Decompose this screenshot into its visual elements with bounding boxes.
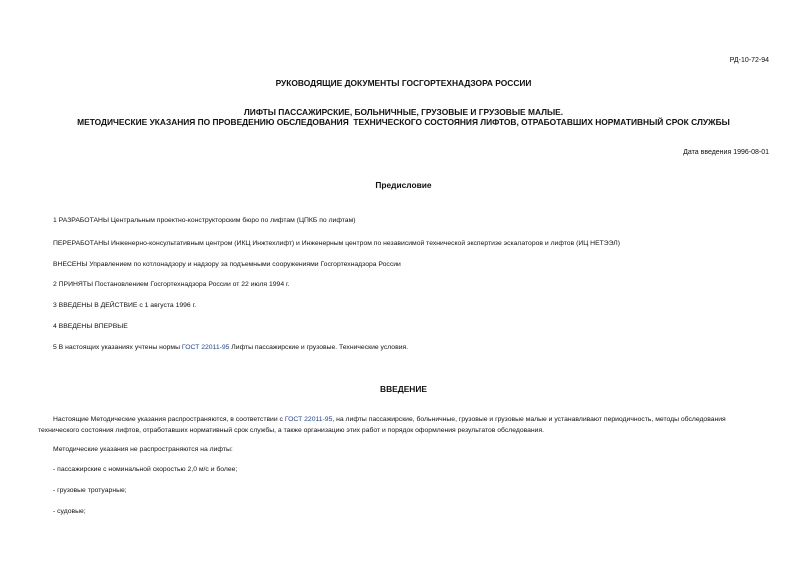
preface-paragraph-2: ПЕРЕРАБОТАНЫ Инженерно-консультативным центром (ИКЦ Инжтехлифт) и Инженерным центром по независимой технической экспертизе эскалаторов и лифтов (ИЦ НЕТЭЭЛ) (53, 240, 621, 247)
preface-paragraph-5: 3 ВВЕДЕНЫ В ДЕЙСТВИЕ с 1 августа 1996 г. (53, 302, 197, 309)
preface-p7-text-before: 5 В настоящих указаниях учтены нормы (53, 344, 182, 351)
title-line-1: ЛИФТЫ ПАССАЖИРСКИЕ, БОЛЬНИЧНЫЕ, ГРУЗОВЫЕ И ГРУЗОВЫЕ МАЛЫЕ. (243, 107, 564, 117)
intro-paragraph-1 (38, 415, 768, 436)
effective-date: Дата введения 1996-08-01 (683, 149, 769, 156)
document-title (0, 107, 807, 127)
preface-paragraph-6: 4 ВВЕДЕНЫ ВПЕРВЫЕ (53, 323, 128, 330)
list-item: - пассажирские с номинальной скоростью 2,0 м/с и более; (53, 466, 238, 473)
preface-paragraph-1: 1 РАЗРАБОТАНЫ Центральным проектно-конструкторским бюро по лифтам (ЦПКБ по лифтам) (53, 217, 356, 224)
preface-paragraph-7 (53, 344, 408, 351)
gost-link[interactable]: ГОСТ 22011-95 (181, 344, 230, 351)
document-code: РД-10-72-94 (729, 57, 769, 64)
preface-heading: Предисловие (375, 180, 432, 190)
gost-link-intro[interactable]: ГОСТ 22011-95 (284, 416, 333, 423)
preface-paragraph-4: 2 ПРИНЯТЫ Постановлением Госгортехнадзора России от 22 июля 1994 г. (53, 281, 290, 288)
preface-p7-text-after: Лифты пассажирские и грузовые. Технические условия. (229, 344, 409, 351)
list-item: - судовые; (53, 508, 86, 515)
organization-title: РУКОВОДЯЩИЕ ДОКУМЕНТЫ ГОСГОРТЕХНАДЗОРА РОССИИ (275, 78, 532, 88)
title-line-2: МЕТОДИЧЕСКИЕ УКАЗАНИЯ ПО ПРОВЕДЕНИЮ ОБСЛЕДОВАНИЯ ТЕХНИЧЕСКОГО СОСТОЯНИЯ ЛИФТОВ, ОТРАБОТАВШИХ НОРМАТИВНЫЙ СРОК СЛУЖБЫ (77, 117, 730, 127)
intro-p1-text-before: Настоящие Методические указания распространяются, в соответствии с (53, 416, 285, 423)
intro-p1-text-after: , на лифты пассажирские, больничные, грузовые и грузовые малые и устанавливают периодичность, методы обследования технического состояния лифтов, отработавших нормативный срок службы, а также организацию этих работ и порядок оформления результатов обследования. (38, 416, 726, 434)
preface-paragraph-3: ВНЕСЕНЫ Управлением по котлонадзору и надзору за подъемными сооружениями Госгортехнадзора России (53, 261, 401, 268)
list-item: - грузовые тротуарные; (53, 487, 127, 494)
intro-heading: ВВЕДЕНИЕ (380, 384, 427, 394)
intro-paragraph-2: Методические указания не распространяются на лифты: (53, 446, 233, 453)
